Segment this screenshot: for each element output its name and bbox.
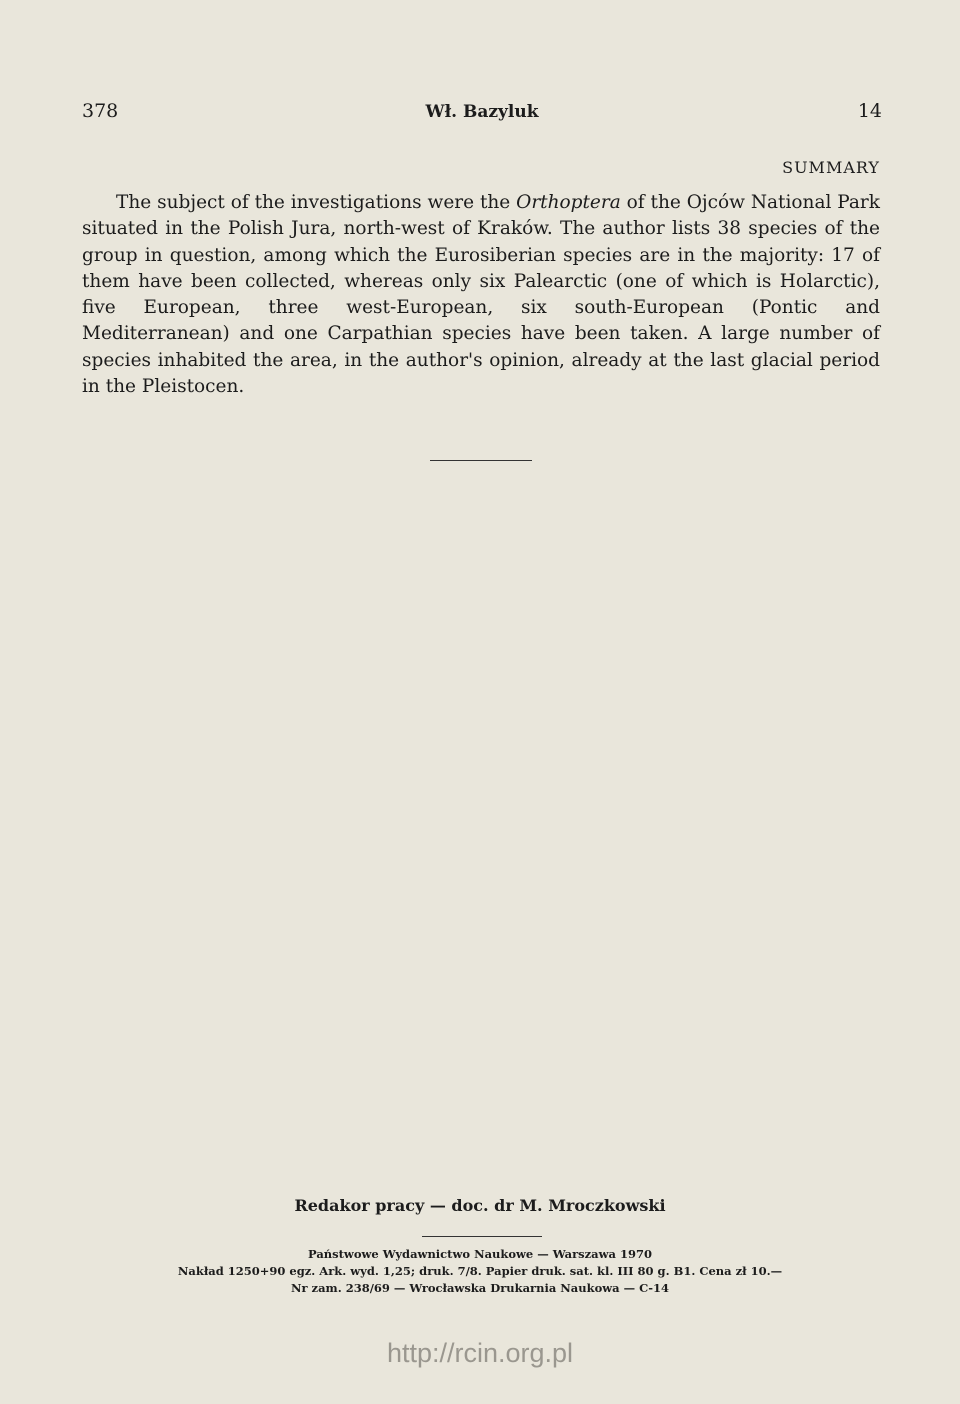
running-head-author: Wł. Bazyluk [425,102,539,122]
summary-heading: SUMMARY [782,158,880,177]
running-header [82,100,882,130]
section-divider [430,460,532,461]
colophon-divider [422,1236,542,1237]
summary-text-rest: of the Ojców National Park situated in the Polish Jura, north-west of Kraków. The author lists 38 species of the group in question, among which the Eurosiberian species are in the majority: 17 of them have been collected, whereas only six Palearctic (one of which is Holarctic), five European, three west-European, six south-European (Pontic and Mediterranean) and one Carpathian species have been taken. A large number of species inhabited the area, in the author's opinion, already at the last glacial period in the Pleistocen. [82,192,880,398]
summary-paragraph [82,190,880,400]
summary-taxon-italic: Orthoptera [516,192,621,213]
source-watermark: http://rcin.org.pl [386,1338,574,1368]
editor-credit: Redakor pracy — doc. dr M. Mroczkowski [294,1196,666,1215]
colophon [0,1246,960,1297]
colophon-print-details: Nakład 1250+90 egz. Ark. wyd. 1,25; druk. 7/8. Papier druk. sat. kl. III 80 g. B1. Cena zł 10.— [177,1264,783,1278]
page-number: 378 [82,100,119,122]
colophon-printer: Nr zam. 238/69 — Wrocławska Drukarnia Naukowa — C-14 [290,1281,670,1295]
colophon-publisher: Państwowe Wydawnictwo Naukowe — Warszawa 1970 [307,1247,652,1261]
summary-text-start: The subject of the investigations were the [116,192,517,213]
section-number: 14 [857,100,882,122]
